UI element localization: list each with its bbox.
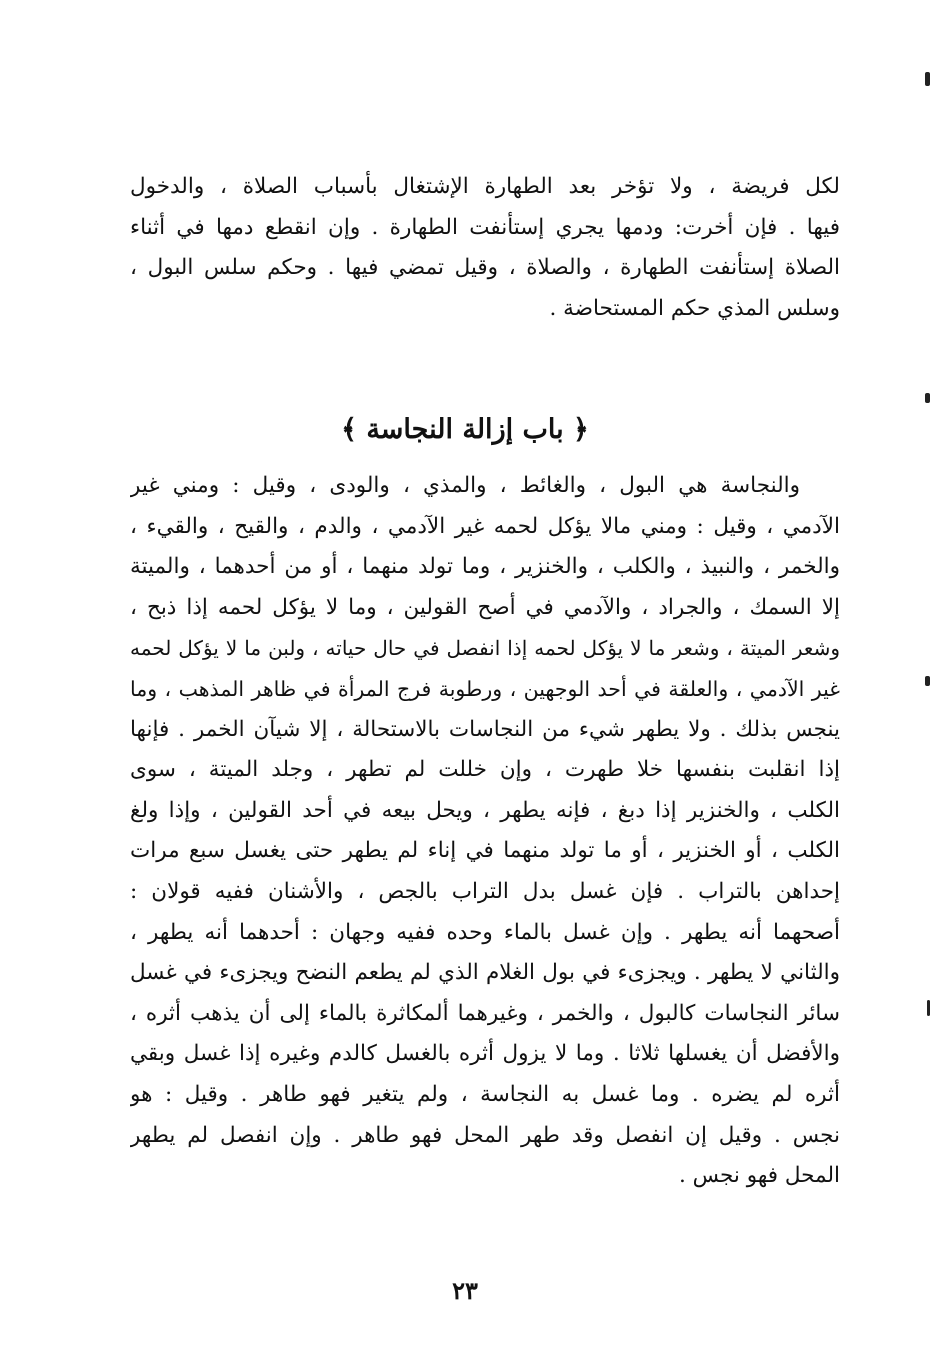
text-line: والنجاسة هي البول ، والغائط ، والمذي ، والودى ، وقيل : ومني غير bbox=[130, 473, 800, 498]
text-line: سائر النجاسات كالبول ، والخمر ، وغيرهما ألمكاثرة بالماء إلى أن يذهب أثره ، bbox=[130, 1000, 840, 1026]
margin-mark bbox=[925, 676, 930, 686]
text-line: المحل فهو نجس . bbox=[678, 1163, 840, 1189]
top-paragraph bbox=[130, 167, 840, 329]
text-line: غير الآدمي ، والعلقة في أحد الوجهين ، ورطوبة فرج المرأة في ظاهر المذهب ، وما bbox=[130, 676, 840, 701]
text-line: والثاني لا يطهر . ويجزىء في بول الغلام الذي لم يطعم النضح ويجزىء في غسل bbox=[130, 960, 840, 986]
text-line: الكلب ، والخنزير إذا دبغ ، فإنه يطهر ، ويحل بيعه في أحد القولين ، وإذا ولغ bbox=[130, 797, 840, 823]
text-line: الآدمي ، وقيل : ومني مالا يؤكل لحمه غير الآدمي ، والدم ، والقيح ، والقيء ، bbox=[130, 513, 840, 539]
text-line: إلا السمك ، والجراد ، والآدمي في أصح القولين ، وما لا يؤكل لحمه إذا ذبح ، bbox=[130, 594, 840, 620]
section-heading: ﴿ باب إزالة النجاسة ﴾ bbox=[341, 414, 589, 445]
text-line: أصحهما أنه يطهر . وإن غسل بالماء وحده ففيه وجهان : أحدهما أنه يطهر ، bbox=[130, 919, 840, 945]
main-paragraph bbox=[130, 466, 840, 1197]
text-line: الكلب ، أو الخنزير ، أو ما تولد منهما في إناء لم يطهر حتى يغسل سبع مرات bbox=[130, 838, 840, 864]
page-number: ٢٣ bbox=[452, 1276, 478, 1305]
margin-mark bbox=[925, 393, 930, 403]
text-line: لكل فريضة ، ولا تؤخر بعد الطهارة الإشتغال بأسباب الصلاة ، والدخول bbox=[130, 174, 840, 199]
text-line: والخمر ، والنبيذ ، والكلب ، والخنزير ، وما تولد منهما ، أو من أحدهما ، والميتة bbox=[130, 554, 840, 580]
text-line: أثره لم يضره . وما غسل به النجاسة ، ولم يتغير فهو طاهر . وقيل : هو bbox=[130, 1081, 840, 1107]
text-line: إحداهن بالتراب . فإن غسل بدل التراب بالجص ، والأشنان ففيه قولان : bbox=[130, 878, 840, 904]
text-line: فيها . فإن أخرت: ودمها يجري إستأنفت الطهارة . وإن انقطع دمها في أثناء bbox=[130, 214, 840, 240]
text-line: نجس . وقيل إن انفصل وقد طهر المحل فهو طاهر . وإن انفصل لم يطهر bbox=[130, 1122, 840, 1148]
text-line: ينجس بذلك . ولا يطهر شيء من النجاسات بالاستحالة ، إلا شيآن الخمر . فإنها bbox=[130, 716, 840, 742]
text-line: الصلاة إستأنفت الطهارة ، والصلاة ، وقيل تمضي فيها . وحكم سلس البول ، bbox=[130, 255, 840, 281]
margin-mark bbox=[925, 72, 930, 86]
text-line: إذا انقلبت بنفسها خلا طهرت ، وإن خللت لم تطهر ، وجلد الميتة ، سوى bbox=[130, 757, 840, 783]
text-line: وشعر الميتة ، وشعر ما لا يؤكل لحمه إذا انفصل في حال حياته ، ولبن ما لا يؤكل لحمه bbox=[130, 636, 840, 661]
text-line: وسلس المذي حكم المستحاضة . bbox=[549, 295, 840, 321]
text-line: والأفضل أن يغسلها ثلاثا . وما لا يزول أثره بالغسل كالدم وغيره إذا غسل وبقي bbox=[130, 1041, 840, 1067]
